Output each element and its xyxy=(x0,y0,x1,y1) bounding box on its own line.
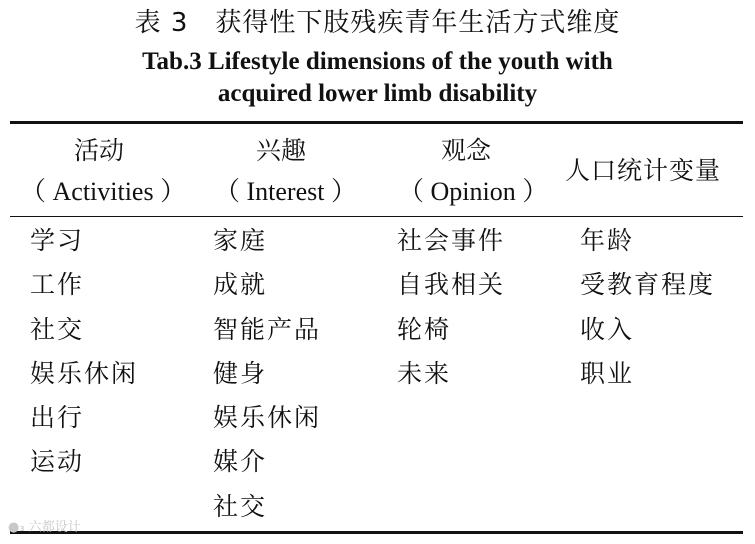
header-interest-cn: 兴趣 xyxy=(256,136,307,165)
table-title-english-line1: Tab.3 Lifestyle dimensions of the youth with xyxy=(142,48,613,75)
column-interest xyxy=(213,224,321,534)
header-divider-rule xyxy=(10,216,743,217)
header-activities-en: （ Activities ） xyxy=(20,177,187,206)
column-demographics xyxy=(580,224,715,401)
list-item: 运动 xyxy=(30,447,85,477)
header-interest-en: （ Interest ） xyxy=(214,177,357,206)
list-item: 自我相关 xyxy=(397,270,506,300)
header-opinion-en: （ Opinion ） xyxy=(398,177,549,206)
list-item: 健身 xyxy=(213,358,268,388)
top-rule xyxy=(10,121,743,124)
list-item: 轮椅 xyxy=(397,314,452,344)
watermark-text: 六都设计 xyxy=(28,520,81,535)
list-item: 成就 xyxy=(213,270,268,300)
list-item: 年龄 xyxy=(580,226,635,255)
list-item: 社会事件 xyxy=(397,226,506,255)
list-item: 社交 xyxy=(213,491,268,521)
bottom-rule xyxy=(10,531,743,534)
watermark-logo-icon: ●₃ xyxy=(8,520,25,535)
table-title-english xyxy=(0,46,755,110)
list-item: 出行 xyxy=(30,403,85,433)
list-item: 智能产品 xyxy=(213,314,322,344)
list-item: 职业 xyxy=(580,358,635,388)
watermark xyxy=(8,516,81,535)
list-item: 受教育程度 xyxy=(580,270,716,300)
list-item: 娱乐休闲 xyxy=(213,403,322,433)
list-item: 工作 xyxy=(30,270,85,300)
column-opinion xyxy=(397,224,505,401)
list-item: 娱乐休闲 xyxy=(30,358,139,388)
list-item: 社交 xyxy=(30,314,85,344)
table-title-chinese: 表 3 获得性下肢残疾青年生活方式维度 xyxy=(134,8,621,38)
list-item: 学习 xyxy=(30,226,85,255)
column-activities xyxy=(30,224,138,490)
header-activities-cn: 活动 xyxy=(74,136,125,165)
list-item: 收入 xyxy=(580,314,635,344)
header-demographics-cn: 人口统计变量 xyxy=(565,156,722,185)
header-opinion-cn: 观念 xyxy=(441,136,492,165)
list-item: 家庭 xyxy=(213,226,268,255)
table-title-english-line2: acquired lower limb disability xyxy=(217,80,538,107)
list-item: 媒介 xyxy=(213,447,268,477)
list-item: 未来 xyxy=(397,358,452,388)
